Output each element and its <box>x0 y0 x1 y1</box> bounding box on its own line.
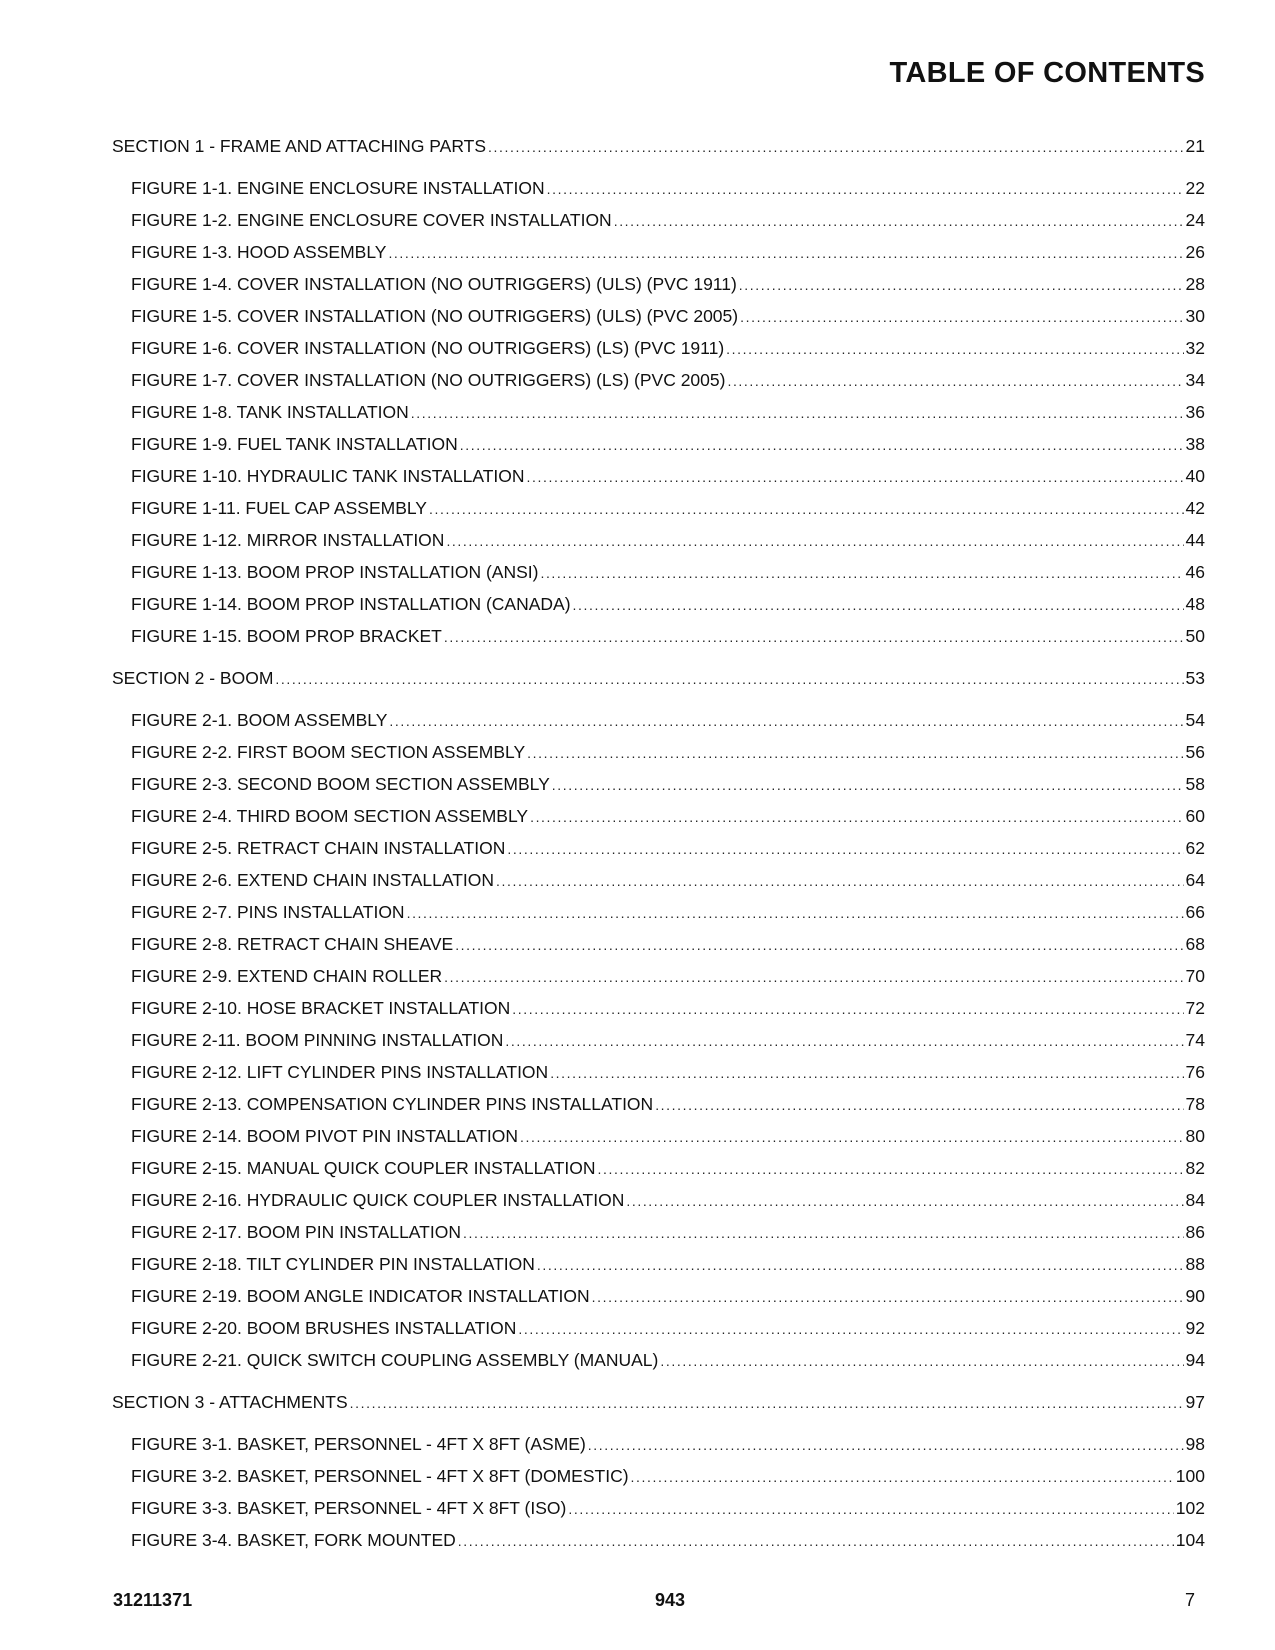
toc-section-label: SECTION 3 - ATTACHMENTS <box>112 1392 348 1412</box>
toc-figure-row[interactable] <box>112 992 1205 1024</box>
toc-figure-label: FIGURE 1-5. COVER INSTALLATION (NO OUTRIGGERS) (ULS) (PVC 2005) <box>131 306 739 326</box>
toc-dot-leader <box>444 961 1183 992</box>
toc-dot-leader <box>739 269 1184 300</box>
toc-section-row[interactable] <box>112 1386 1205 1418</box>
toc-figure-label: FIGURE 1-6. COVER INSTALLATION (NO OUTRIGGERS) (LS) (PVC 1911) <box>131 338 725 358</box>
toc-page-number: 78 <box>1185 1094 1205 1114</box>
toc-section-label: SECTION 1 - FRAME AND ATTACHING PARTS <box>112 136 487 156</box>
toc-figure-row[interactable] <box>112 524 1205 556</box>
toc-dot-leader <box>407 897 1184 928</box>
toc-page-number: 104 <box>1175 1530 1205 1550</box>
toc-page-number: 74 <box>1185 1030 1205 1050</box>
toc-figure-label: FIGURE 1-12. MIRROR INSTALLATION <box>131 530 445 550</box>
toc-dot-leader <box>655 1089 1183 1120</box>
toc-figure-row[interactable] <box>112 960 1205 992</box>
toc-figure-label: FIGURE 2-14. BOOM PIVOT PIN INSTALLATION <box>131 1126 519 1146</box>
toc-dot-leader <box>660 1345 1183 1376</box>
toc-dot-leader <box>537 1249 1184 1280</box>
toc-figure-row[interactable] <box>112 864 1205 896</box>
toc-dot-leader <box>458 1525 1174 1556</box>
toc-figure-label: FIGURE 2-18. TILT CYLINDER PIN INSTALLATION <box>131 1254 535 1274</box>
toc-figure-label: FIGURE 2-2. FIRST BOOM SECTION ASSEMBLY <box>131 742 526 762</box>
toc-page-number: 102 <box>1175 1498 1205 1518</box>
toc-figure-label: FIGURE 1-3. HOOD ASSEMBLY <box>131 242 387 262</box>
toc-dot-leader <box>626 1185 1183 1216</box>
toc-page-number: 62 <box>1185 838 1205 858</box>
toc-figure-row[interactable] <box>112 556 1205 588</box>
footer-document-number: 31211371 <box>113 1590 193 1610</box>
toc-page-number: 28 <box>1185 274 1205 294</box>
toc-page-number: 21 <box>1185 136 1205 156</box>
toc-figure-row[interactable] <box>112 1524 1205 1556</box>
toc-dot-leader <box>598 1153 1184 1184</box>
toc-figure-row[interactable] <box>112 204 1205 236</box>
toc-dot-leader <box>496 865 1184 896</box>
toc-figure-label: FIGURE 3-1. BASKET, PERSONNEL - 4FT X 8FT (ASME) <box>131 1434 586 1454</box>
toc-figure-label: FIGURE 1-14. BOOM PROP INSTALLATION (CANADA) <box>131 594 571 614</box>
toc-page-number: 98 <box>1185 1434 1205 1454</box>
toc-dot-leader <box>411 397 1184 428</box>
toc-page-number: 34 <box>1185 370 1205 390</box>
toc-dot-leader <box>726 333 1183 364</box>
toc-page-number: 50 <box>1185 626 1205 646</box>
toc-figure-label: FIGURE 1-1. ENGINE ENCLOSURE INSTALLATION <box>131 178 545 198</box>
toc-figure-label: FIGURE 2-8. RETRACT CHAIN SHEAVE <box>131 934 454 954</box>
toc-page-number: 68 <box>1185 934 1205 954</box>
toc-figure-row[interactable] <box>112 300 1205 332</box>
toc-page-number: 53 <box>1185 668 1205 688</box>
toc-dot-leader <box>388 237 1183 268</box>
footer-model: 943 <box>655 1590 686 1610</box>
page-title: TABLE OF CONTENTS <box>889 57 1205 89</box>
toc-figure-row[interactable] <box>112 704 1205 736</box>
toc-dot-leader <box>552 769 1184 800</box>
toc-figure-row[interactable] <box>112 492 1205 524</box>
toc-figure-label: FIGURE 2-5. RETRACT CHAIN INSTALLATION <box>131 838 506 858</box>
toc-page-number: 92 <box>1185 1318 1205 1338</box>
toc-figure-row[interactable] <box>112 1280 1205 1312</box>
toc-figure-label: FIGURE 3-2. BASKET, PERSONNEL - 4FT X 8FT (DOMESTIC) <box>131 1466 629 1486</box>
toc-figure-row[interactable] <box>112 364 1205 396</box>
toc-figure-label: FIGURE 2-13. COMPENSATION CYLINDER PINS INSTALLATION <box>131 1094 654 1114</box>
toc-figure-row[interactable] <box>112 428 1205 460</box>
toc-figure-row[interactable] <box>112 1460 1205 1492</box>
toc-figure-row[interactable] <box>112 236 1205 268</box>
toc-figure-row[interactable] <box>112 800 1205 832</box>
toc-dot-leader <box>527 461 1184 492</box>
toc-dot-leader <box>540 557 1183 588</box>
toc-figure-label: FIGURE 2-4. THIRD BOOM SECTION ASSEMBLY <box>131 806 529 826</box>
toc-figure-label: FIGURE 2-19. BOOM ANGLE INDICATOR INSTALLATION <box>131 1286 590 1306</box>
page-footer <box>0 1590 1275 1620</box>
toc-dot-leader <box>527 737 1183 768</box>
toc-figure-row[interactable] <box>112 1024 1205 1056</box>
toc-dot-leader <box>588 1429 1184 1460</box>
toc-page-number: 94 <box>1185 1350 1205 1370</box>
toc-page-number: 60 <box>1185 806 1205 826</box>
toc-figure-label: FIGURE 2-21. QUICK SWITCH COUPLING ASSEMBLY (MANUAL) <box>131 1350 659 1370</box>
toc-figure-row[interactable] <box>112 1428 1205 1460</box>
toc-figure-label: FIGURE 2-9. EXTEND CHAIN ROLLER <box>131 966 443 986</box>
toc-dot-leader <box>389 705 1183 736</box>
toc-dot-leader <box>512 993 1183 1024</box>
toc-dot-leader <box>568 1493 1173 1524</box>
toc-figure-row[interactable] <box>112 1184 1205 1216</box>
toc-figure-row[interactable] <box>112 1492 1205 1524</box>
toc-page-number: 30 <box>1185 306 1205 326</box>
toc-page-number: 80 <box>1185 1126 1205 1146</box>
toc-dot-leader <box>507 833 1183 864</box>
toc-page-number: 90 <box>1185 1286 1205 1306</box>
toc-figure-row[interactable] <box>112 1120 1205 1152</box>
toc-page-number: 88 <box>1185 1254 1205 1274</box>
toc-figure-row[interactable] <box>112 832 1205 864</box>
toc-page-number: 22 <box>1185 178 1205 198</box>
toc-dot-leader <box>592 1281 1184 1312</box>
toc-dot-leader <box>520 1121 1184 1152</box>
table-of-contents <box>112 130 1205 1556</box>
toc-figure-label: FIGURE 1-13. BOOM PROP INSTALLATION (ANSI) <box>131 562 539 582</box>
toc-dot-leader <box>550 1057 1183 1088</box>
toc-page-number: 26 <box>1185 242 1205 262</box>
toc-figure-row[interactable] <box>112 588 1205 620</box>
toc-page-number: 44 <box>1185 530 1205 550</box>
toc-page-number: 48 <box>1185 594 1205 614</box>
toc-figure-label: FIGURE 1-4. COVER INSTALLATION (NO OUTRIGGERS) (ULS) (PVC 1911) <box>131 274 737 294</box>
toc-figure-row[interactable] <box>112 928 1205 960</box>
toc-page-number: 24 <box>1185 210 1205 230</box>
toc-dot-leader <box>505 1025 1183 1056</box>
toc-figure-row[interactable] <box>112 1152 1205 1184</box>
toc-page-number: 40 <box>1185 466 1205 486</box>
toc-page-number: 70 <box>1185 966 1205 986</box>
toc-figure-label: FIGURE 2-17. BOOM PIN INSTALLATION <box>131 1222 461 1242</box>
toc-page-number: 36 <box>1185 402 1205 422</box>
toc-figure-row[interactable] <box>112 332 1205 364</box>
toc-page-number: 54 <box>1185 710 1205 730</box>
toc-figure-label: FIGURE 2-10. HOSE BRACKET INSTALLATION <box>131 998 511 1018</box>
toc-dot-leader <box>488 131 1184 162</box>
toc-figure-label: FIGURE 1-9. FUEL TANK INSTALLATION <box>131 434 458 454</box>
toc-page-number: 42 <box>1185 498 1205 518</box>
toc-page-number: 38 <box>1185 434 1205 454</box>
toc-figure-row[interactable] <box>112 396 1205 428</box>
toc-dot-leader <box>275 663 1183 694</box>
toc-dot-leader <box>518 1313 1183 1344</box>
toc-dot-leader <box>614 205 1184 236</box>
toc-figure-row[interactable] <box>112 1216 1205 1248</box>
toc-dot-leader <box>631 1461 1174 1492</box>
toc-figure-label: FIGURE 2-6. EXTEND CHAIN INSTALLATION <box>131 870 495 890</box>
toc-dot-leader <box>463 1217 1184 1248</box>
toc-figure-row[interactable] <box>112 620 1205 652</box>
toc-figure-label: FIGURE 2-7. PINS INSTALLATION <box>131 902 405 922</box>
toc-page-number: 66 <box>1185 902 1205 922</box>
toc-figure-label: FIGURE 2-1. BOOM ASSEMBLY <box>131 710 388 730</box>
toc-page-number: 58 <box>1185 774 1205 794</box>
toc-dot-leader <box>429 493 1184 524</box>
toc-figure-row[interactable] <box>112 1056 1205 1088</box>
toc-page-number: 100 <box>1175 1466 1205 1486</box>
toc-figure-label: FIGURE 2-16. HYDRAULIC QUICK COUPLER INSTALLATION <box>131 1190 625 1210</box>
toc-section-label: SECTION 2 - BOOM <box>112 668 274 688</box>
toc-figure-label: FIGURE 1-10. HYDRAULIC TANK INSTALLATION <box>131 466 525 486</box>
toc-figure-row[interactable] <box>112 268 1205 300</box>
toc-figure-label: FIGURE 2-11. BOOM PINNING INSTALLATION <box>131 1030 504 1050</box>
toc-page-number: 72 <box>1185 998 1205 1018</box>
toc-figure-row[interactable] <box>112 768 1205 800</box>
toc-dot-leader <box>727 365 1183 396</box>
toc-page-number: 56 <box>1185 742 1205 762</box>
toc-figure-label: FIGURE 2-15. MANUAL QUICK COUPLER INSTALLATION <box>131 1158 596 1178</box>
toc-figure-label: FIGURE 2-12. LIFT CYLINDER PINS INSTALLATION <box>131 1062 549 1082</box>
toc-section-row[interactable] <box>112 130 1205 162</box>
toc-dot-leader <box>444 621 1184 652</box>
toc-figure-label: FIGURE 3-4. BASKET, FORK MOUNTED <box>131 1530 456 1550</box>
toc-figure-row[interactable] <box>112 1088 1205 1120</box>
toc-dot-leader <box>530 801 1183 832</box>
toc-figure-label: FIGURE 3-3. BASKET, PERSONNEL - 4FT X 8FT (ISO) <box>131 1498 567 1518</box>
toc-figure-label: FIGURE 2-20. BOOM BRUSHES INSTALLATION <box>131 1318 517 1338</box>
toc-dot-leader <box>455 929 1183 960</box>
toc-dot-leader <box>740 301 1183 332</box>
toc-section-row[interactable] <box>112 662 1205 694</box>
footer-page-number: 7 <box>1184 1590 1195 1610</box>
toc-dot-leader <box>460 429 1184 460</box>
toc-figure-row[interactable] <box>112 736 1205 768</box>
toc-figure-label: FIGURE 2-3. SECOND BOOM SECTION ASSEMBLY <box>131 774 550 794</box>
toc-figure-label: FIGURE 1-11. FUEL CAP ASSEMBLY <box>131 498 427 518</box>
toc-dot-leader <box>350 1387 1184 1418</box>
toc-figure-row[interactable] <box>112 896 1205 928</box>
toc-dot-leader <box>573 589 1184 620</box>
toc-figure-row[interactable] <box>112 1312 1205 1344</box>
toc-page-number: 76 <box>1185 1062 1205 1082</box>
toc-page-number: 64 <box>1185 870 1205 890</box>
toc-page-number: 46 <box>1185 562 1205 582</box>
toc-page-number: 97 <box>1185 1392 1205 1412</box>
toc-figure-row[interactable] <box>112 1248 1205 1280</box>
toc-page-number: 82 <box>1185 1158 1205 1178</box>
toc-figure-label: FIGURE 1-8. TANK INSTALLATION <box>131 402 409 422</box>
toc-page-number: 86 <box>1185 1222 1205 1242</box>
toc-figure-label: FIGURE 1-7. COVER INSTALLATION (NO OUTRIGGERS) (LS) (PVC 2005) <box>131 370 726 390</box>
toc-figure-row[interactable] <box>112 172 1205 204</box>
toc-figure-label: FIGURE 1-15. BOOM PROP BRACKET <box>131 626 442 646</box>
toc-page-number: 84 <box>1185 1190 1205 1210</box>
toc-page-number: 32 <box>1185 338 1205 358</box>
toc-dot-leader <box>446 525 1183 556</box>
toc-figure-label: FIGURE 1-2. ENGINE ENCLOSURE COVER INSTALLATION <box>131 210 612 230</box>
toc-dot-leader <box>547 173 1184 204</box>
toc-figure-row[interactable] <box>112 460 1205 492</box>
toc-figure-row[interactable] <box>112 1344 1205 1376</box>
